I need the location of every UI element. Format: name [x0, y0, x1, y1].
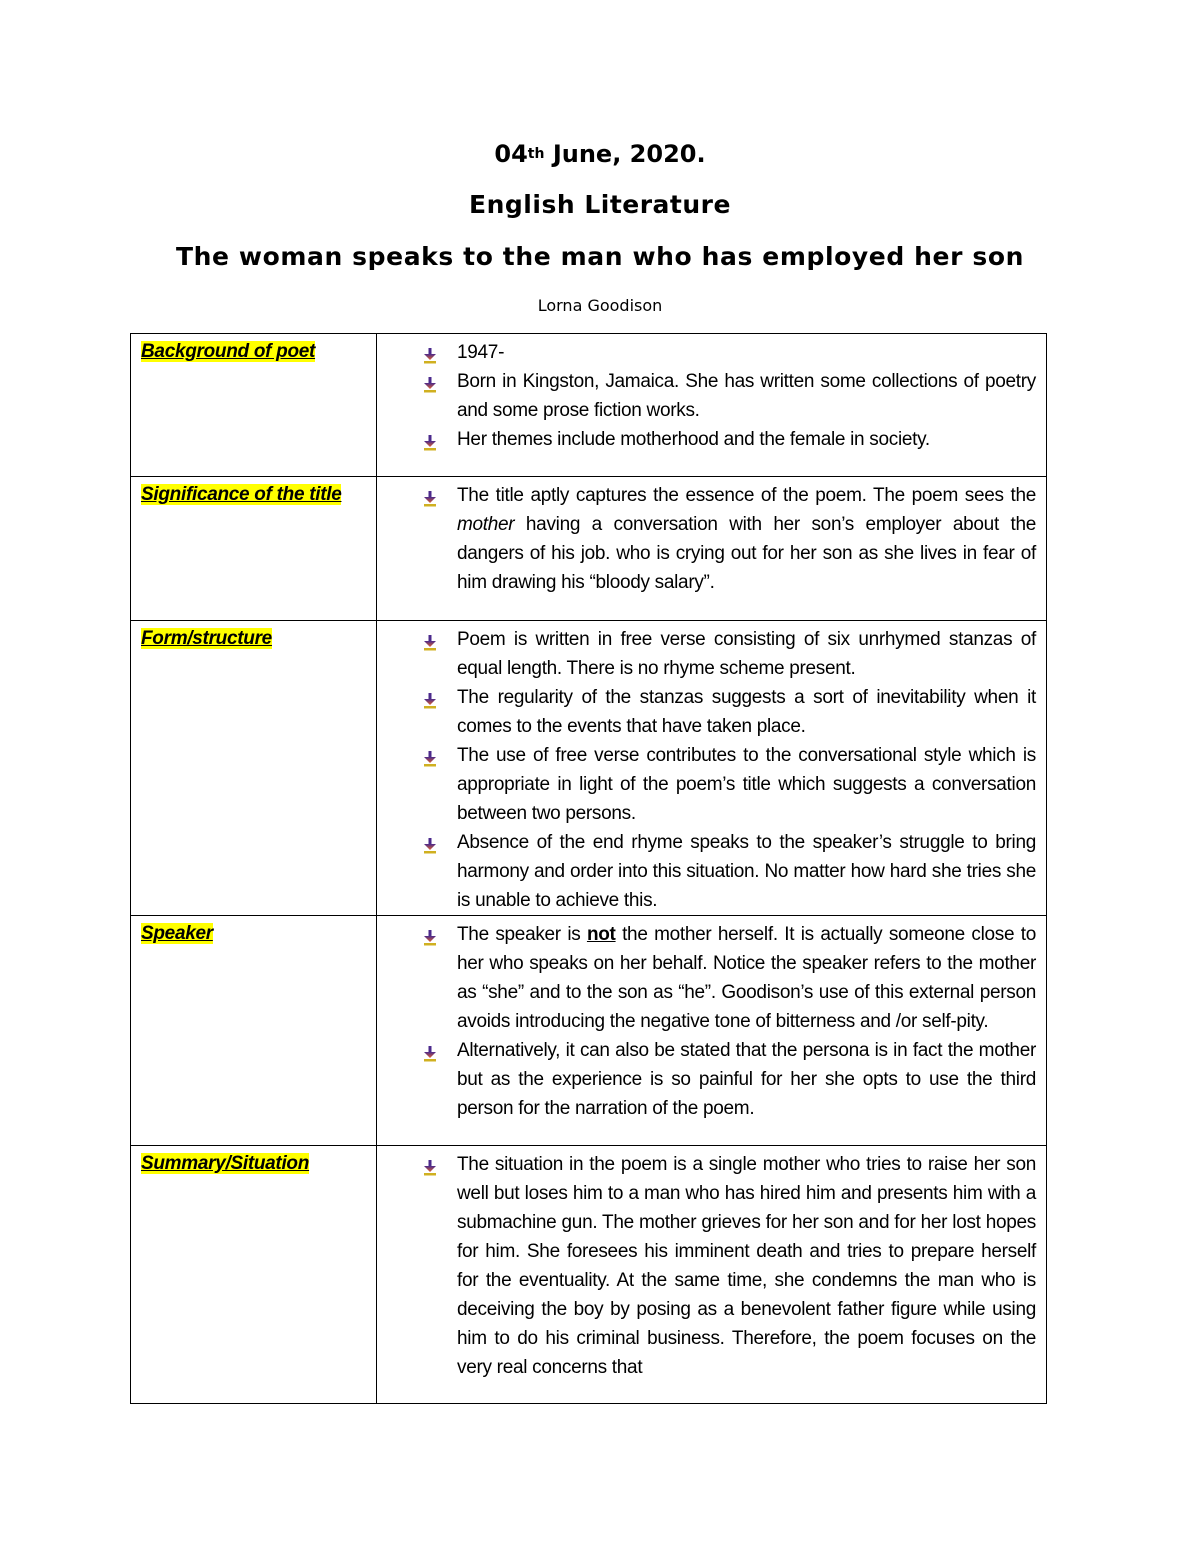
list-item: Her themes include motherhood and the female in society. [457, 425, 1036, 454]
row-content-cell [377, 477, 1047, 621]
row-label: Significance of the title [141, 484, 342, 505]
arrow-down-bar-bullet-icon [423, 834, 437, 850]
row-label-cell [131, 334, 377, 477]
bullet-list [377, 625, 1036, 915]
bullet-list [377, 481, 1036, 597]
list-item: Born in Kingston, Jamaica. She has written some collections of poetry and some prose fiction works. [457, 367, 1036, 425]
list-item: The use of free verse contributes to the conversational style which is appropriate in light of the poem’s title which suggests a conversation between two persons. [457, 741, 1036, 828]
row-content-cell [377, 621, 1047, 916]
arrow-down-bar-bullet-icon [423, 926, 437, 942]
arrow-down-bar-bullet-icon [423, 689, 437, 705]
list-item: Absence of the end rhyme speaks to the speaker’s struggle to bring harmony and order into this situation. No matter how hard she tries she is unable to achieve this. [457, 828, 1036, 915]
row-label: Form/structure [141, 628, 272, 649]
bullet-list [377, 1150, 1036, 1382]
list-item: 1947- [457, 338, 1036, 367]
list-item: The regularity of the stanzas suggests a sort of inevitability when it comes to the events that have taken place. [457, 683, 1036, 741]
arrow-down-bar-bullet-icon [423, 747, 437, 763]
row-label-cell [131, 621, 377, 916]
arrow-down-bar-bullet-icon [423, 1042, 437, 1058]
table-row-summary-situation [131, 1146, 1047, 1404]
row-label: Speaker [141, 923, 213, 944]
poem-notes-table [130, 333, 1047, 1404]
list-item: Poem is written in free verse consisting of six unrhymed stanzas of equal length. There is no rhyme scheme present. [457, 625, 1036, 683]
arrow-down-bar-bullet-icon [423, 431, 437, 447]
bullet-list [377, 920, 1036, 1123]
list-item: The title aptly captures the essence of the poem. The poem sees the mother having a conversation with her son’s employer about the dangers of his job. who is crying out for her son as she lives in fear of him drawing his “bloody salary”. [457, 481, 1036, 597]
arrow-down-bar-bullet-icon [423, 487, 437, 503]
row-label: Summary/Situation [141, 1153, 310, 1174]
row-label-cell [131, 1146, 377, 1404]
date-ordinal-suffix: th [527, 146, 545, 162]
row-content-cell [377, 334, 1047, 477]
arrow-down-bar-bullet-icon [423, 373, 437, 389]
arrow-down-bar-bullet-icon [423, 1156, 437, 1172]
arrow-down-bar-bullet-icon [423, 344, 437, 360]
row-label-cell [131, 477, 377, 621]
document-date: 04th June, 2020. [494, 140, 706, 168]
table-row-speaker [131, 916, 1047, 1146]
table-row-significance-of-title [131, 477, 1047, 621]
table-row-background-of-poet [131, 334, 1047, 477]
emphasis-mother: mother [457, 514, 515, 535]
row-content-cell [377, 1146, 1047, 1404]
document-subject: English Literature [469, 190, 731, 219]
row-content-cell [377, 916, 1047, 1146]
list-item: Alternatively, it can also be stated that the persona is in fact the mother but as the experience is so painful for her she opts to use the third person for the narration of the poem. [457, 1036, 1036, 1123]
bullet-list [377, 338, 1036, 454]
arrow-down-bar-bullet-icon [423, 631, 437, 647]
list-item: The situation in the poem is a single mother who tries to raise her son well but loses him to a man who has hired him and presents him with a submachine gun. The mother grieves for her son and for her lost hopes for him. She foresees his imminent death and tries to prepare herself for the eventuality. At the same time, she condemns the man who is deceiving the boy by posing as a benevolent father figure while using him to do his criminal business. Therefore, the poem focuses on the very real concerns that [457, 1150, 1036, 1382]
document-title: The woman speaks to the man who has employed her son [175, 242, 1025, 271]
row-label-cell [131, 916, 377, 1146]
row-label: Background of poet [141, 341, 316, 362]
document-author: Lorna Goodison [537, 296, 663, 315]
list-item: The speaker is not the mother herself. It is actually someone close to her who speaks on her behalf. Notice the speaker refers to the mother as “she” and to the son as “he”. Goodison’s use of this external person avoids introducing the negative tone of bitterness and /or self-pity. [457, 920, 1036, 1036]
emphasis-not: not [586, 924, 616, 945]
table-row-form-structure [131, 621, 1047, 916]
